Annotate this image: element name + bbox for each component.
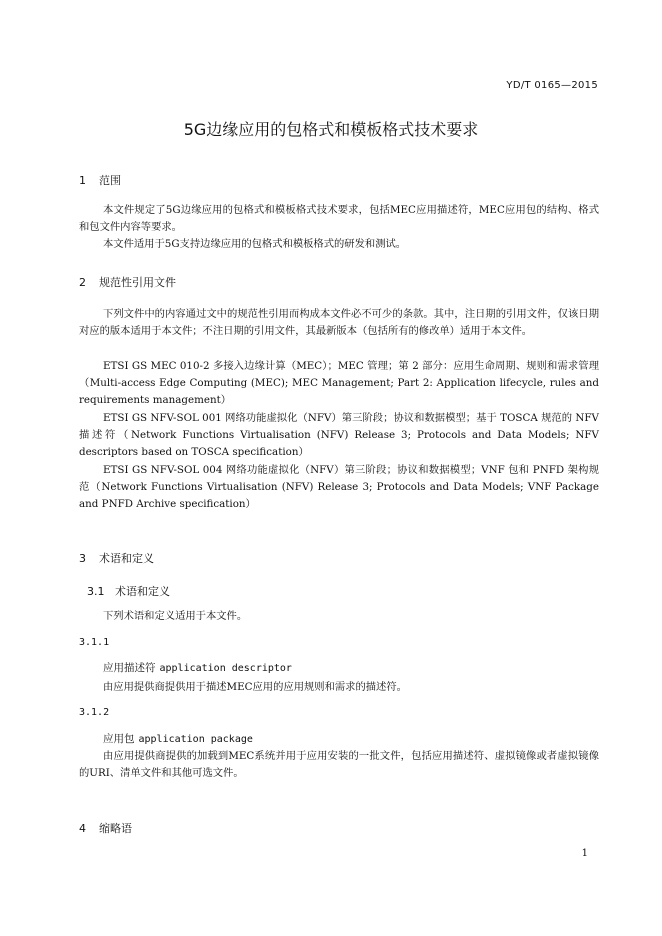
term-entry: [103, 660, 292, 675]
section-number: 2: [79, 276, 86, 289]
term-english: application descriptor: [159, 663, 292, 674]
term-chinese: 应用包: [103, 733, 135, 745]
section-title: 范围: [99, 174, 121, 187]
document-code: YD/T 0165—2015: [506, 80, 598, 91]
reference-item: ETSI GS MEC 010-2 多接入边缘计算（MEC）；MEC 管理；第 2 部分：应用生命周期、规则和需求管理（Multi-access Edge Computing (MEC); MEC Management; Part 2: Application lifecycle, rules and requirements management）: [79, 360, 599, 406]
term-definition: 由应用提供商提供用于描述MEC应用的应用规则和需求的描述符。: [103, 681, 407, 693]
subsection-3-1-heading: [87, 583, 170, 599]
scope-paragraph-2: 本文件适用于5G支持边缘应用的包格式和模板格式的研发和测试。: [103, 238, 407, 250]
section-number: 4: [79, 822, 86, 835]
page-number: 1: [581, 848, 588, 859]
section-number: 3: [79, 552, 86, 565]
term-chinese: 应用描述符: [103, 662, 156, 674]
reference-item: ETSI GS NFV-SOL 004 网络功能虚拟化（NFV）第三阶段；协议和数据模型；VNF 包和 PNFD 架构规范（Network Functions Virtualisation (NFV) Release 3; Protocols and Data Models; VNF Package and PNFD Archive specification）: [79, 464, 599, 510]
subsection-number: 3.1: [87, 585, 105, 598]
term-number: 3.1.2: [79, 707, 110, 718]
section-2-heading: [79, 274, 176, 290]
normative-intro-paragraph: 下列文件中的内容通过文中的规范性引用而构成本文件必不可少的条款。其中，注日期的引用文件，仅该日期对应的版本适用于本文件；不注日期的引用文件，其最新版本（包括所有的修改单）适用于本文件。: [79, 308, 599, 337]
subsection-title: 术语和定义: [115, 585, 170, 598]
document-title: 5G边缘应用的包格式和模板格式技术要求: [183, 120, 479, 139]
term-definition: 由应用提供商提供的加载到MEC系统并用于应用安装的一批文件，包括应用描述符、虚拟镜像或者虚拟镜像的URI、清单文件和其他可选文件。: [79, 750, 599, 779]
term-number: 3.1.1: [79, 637, 110, 648]
section-4-heading: [79, 820, 132, 836]
section-title: 规范性引用文件: [99, 276, 176, 289]
term-entry: [103, 731, 253, 746]
scope-paragraph-1: 本文件规定了5G边缘应用的包格式和模板格式技术要求，包括MEC应用描述符，MEC应用包的结构、格式和包文件内容等要求。: [79, 204, 599, 233]
section-3-heading: [79, 550, 154, 566]
reference-item: ETSI GS NFV-SOL 001 网络功能虚拟化（NFV）第三阶段；协议和数据模型；基于 TOSCA 规范的 NFV 描述符（Network Functions Virtualisation (NFV) Release 3; Protocols and Data Models; NFV descriptors based on TOSCA specification）: [79, 412, 599, 458]
section-title: 术语和定义: [99, 552, 154, 565]
terms-intro: 下列术语和定义适用于本文件。: [103, 610, 248, 622]
section-title: 缩略语: [99, 822, 132, 835]
section-1-heading: [79, 172, 121, 188]
term-english: application package: [138, 734, 253, 745]
section-number: 1: [79, 174, 86, 187]
